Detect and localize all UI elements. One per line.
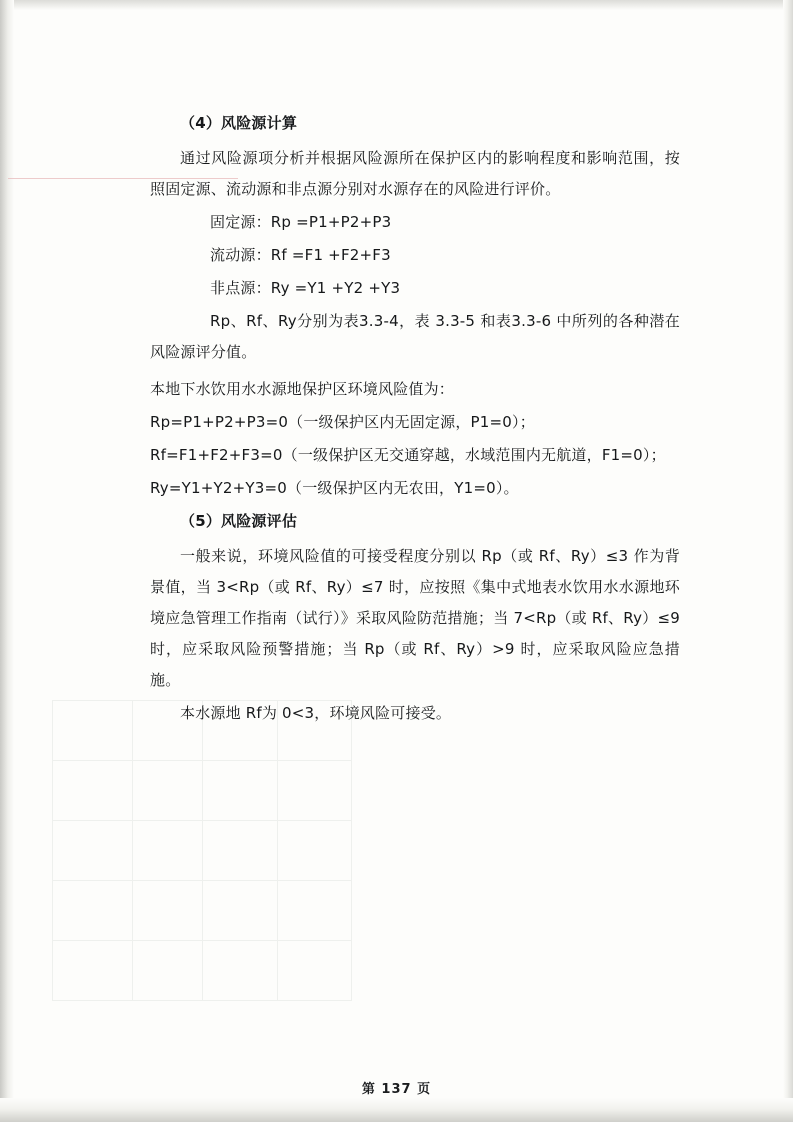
document-body [150, 108, 680, 731]
scan-edge-bottom [0, 1098, 793, 1122]
ghost-table-bleedthrough [52, 700, 352, 1030]
formula-rf-result: Rf=F1+F2+F3=0（一级保护区无交通穿越，水域范围内无航道，F1=0）； [150, 446, 666, 464]
paragraph-score-tables: Rp、Rf、Ry分别为表3.3-4，表 3.3-5 和表3.3-6 中所列的各种潜在风险源评分值。 [150, 312, 680, 361]
formula-ry-result: Ry=Y1+Y2+Y3=0（一级保护区内无农田，Y1=0）。 [150, 479, 519, 497]
page-number: 第 137 页 [361, 1082, 432, 1097]
scan-edge-top [0, 0, 793, 10]
formula-rp-result: Rp=P1+P2+P3=0（一级保护区内无固定源，P1=0）； [150, 413, 535, 431]
paragraph-risk-intro: 通过风险源项分析并根据风险源所在保护区内的影响程度和影响范围，按照固定源、流动源和非点源分别对水源存在的风险进行评价。 [150, 149, 680, 198]
section-heading-risk-assessment: （5）风险源评估 [180, 512, 298, 530]
scan-edge-right [783, 0, 793, 1122]
paragraph-local-risk-value: 本地下水饮用水水源地保护区环境风险值为： [150, 380, 455, 398]
paragraph-risk-assessment: 一般来说，环境风险值的可接受程度分别以 Rp（或 Rf、Ry）≤3 作为背景值，当 3<Rp（或 Rf、Ry）≤7 时，应按照《集中式地表水饮用水水源地环境应急管理工作指南（试行）》采取风险防范措施；当 7<Rp（或 Rf、Ry）≤9 时，应采取风险预警措施；当 Rp（或 Rf、Ry）>9 时，应采取风险应急措施。 [150, 547, 680, 689]
formula-nonpoint-source: 非点源：Ry =Y1 +Y2 +Y3 [210, 279, 401, 297]
formula-mobile-source: 流动源：Rf =F1 +F2+F3 [210, 246, 391, 264]
paragraph-conclusion: 本水源地 Rf为 0<3，环境风险可接受。 [180, 704, 452, 722]
section-heading-risk-calculation: （4）风险源计算 [180, 114, 298, 132]
formula-fixed-source: 固定源：Rp =P1+P2+P3 [210, 213, 392, 231]
scan-edge-left [0, 0, 14, 1122]
